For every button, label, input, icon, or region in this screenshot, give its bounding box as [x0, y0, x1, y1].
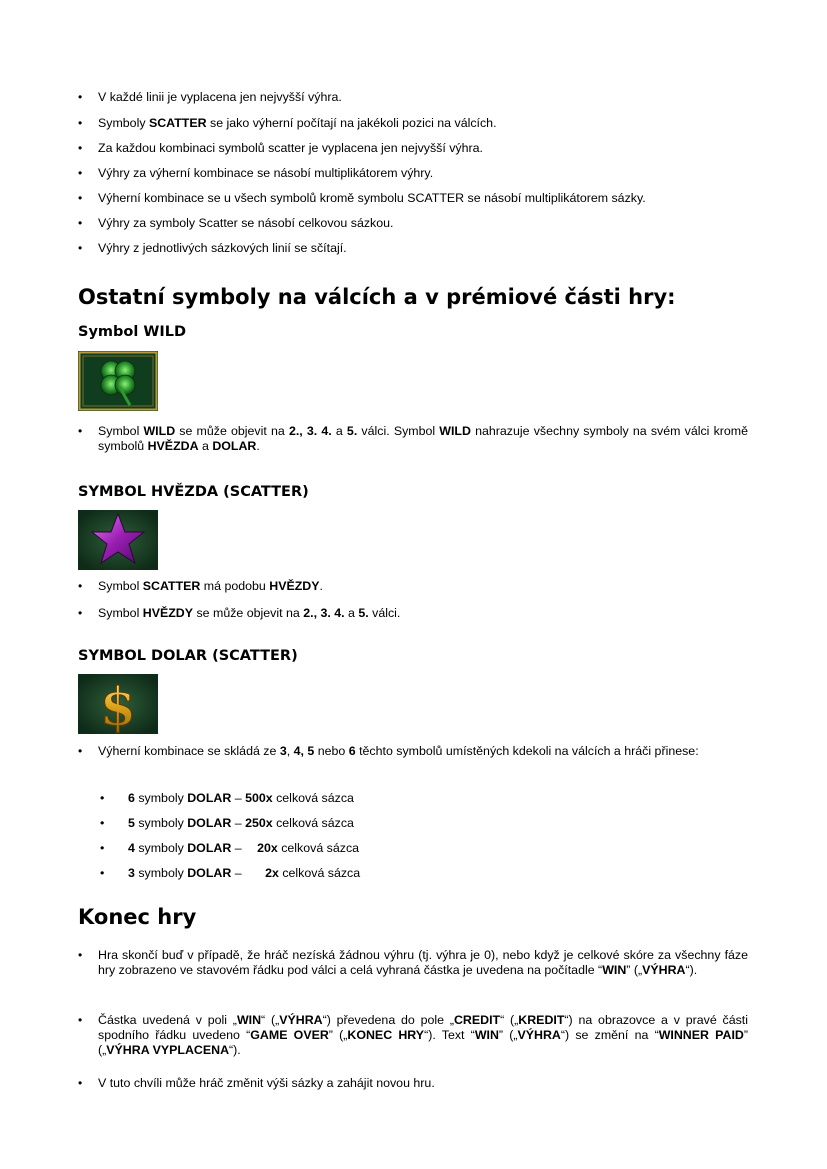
- end-heading: Konec hry: [78, 905, 197, 929]
- list-item: • Symbol WILD se může objevit na 2., 3. 4. a 5. válci. Symbol WILD nahrazuje všechny symboly na svém válci kromě symbolů HVĚZDA a DOLAR.: [78, 424, 748, 454]
- list-item: • V tuto chvíli může hráč změnit výši sázky a zahájit novou hru.: [78, 1076, 748, 1091]
- list-item: • Symboly SCATTER se jako výherní počítají na jakékoli pozici na válcích.: [78, 116, 748, 131]
- list-item: • Symbol HVĚZDY se může objevit na 2., 3. 4. a 5. válci.: [78, 606, 748, 621]
- list-item: • Hra skončí buď v případě, že hráč nezíská žádnou výhru (tj. výhra je 0), nebo když je celkové skóre za všechny fáze hry zobrazeno ve stavovém řádku pod válci a celá vyhraná částka je uvedena na počítadle “WIN” („VÝHRA“).: [78, 948, 748, 978]
- dollar-icon: [78, 674, 158, 734]
- payout-item: • 3 symboly DOLAR – 2x celková sázca: [100, 866, 360, 881]
- list-item: • Výhry za symboly Scatter se násobí celkovou sázkou.: [78, 216, 748, 231]
- list-item: • Výherní kombinace se u všech symbolů kromě symbolu SCATTER se násobí multiplikátorem sázky.: [78, 191, 748, 206]
- list-item: • Za každou kombinaci symbolů scatter je vyplacena jen nejvyšší výhra.: [78, 141, 748, 156]
- list-item: • Výhry za výherní kombinace se násobí multiplikátorem výhry.: [78, 166, 748, 181]
- payout-item: • 5 symboly DOLAR – 250x celková sázca: [100, 816, 354, 831]
- list-item: • Výhry z jednotlivých sázkových linií se sčítají.: [78, 241, 748, 256]
- star-icon: [78, 510, 158, 570]
- clover-icon: [78, 351, 158, 411]
- list-item: • Symbol SCATTER má podobu HVĚZDY.: [78, 579, 748, 594]
- section-heading-other-symbols: Ostatní symboly na válcích a v prémiové části hry:: [78, 285, 676, 309]
- list-item: • Výherní kombinace se skládá ze 3, 4, 5 nebo 6 těchto symbolů umístěných kdekoli na válcích a hráči přinese:: [78, 744, 748, 759]
- list-item: • V každé linii je vyplacena jen nejvyšší výhra.: [78, 90, 748, 105]
- wild-heading: Symbol WILD: [78, 324, 187, 340]
- svg-text:$: $: [99, 677, 137, 734]
- payout-item: • 6 symboly DOLAR – 500x celková sázca: [100, 791, 354, 806]
- dolar-heading: SYMBOL DOLAR (SCATTER): [78, 648, 298, 664]
- payout-item: • 4 symboly DOLAR – 20x celková sázca: [100, 841, 359, 856]
- star-heading: SYMBOL HVĚZDA (SCATTER): [78, 484, 309, 500]
- list-item: • Částka uvedená v poli „WIN“ („VÝHRA“) převedena do pole „CREDIT“ („KREDIT“) na obrazovce a v pravé části spodního řádku uvedeno “GAME OVER” („KONEC HRY“). Text “WIN” („VÝHRA“) se změní na “WINNER PAID” („VÝHRA VYPLACENA“).: [78, 1013, 748, 1058]
